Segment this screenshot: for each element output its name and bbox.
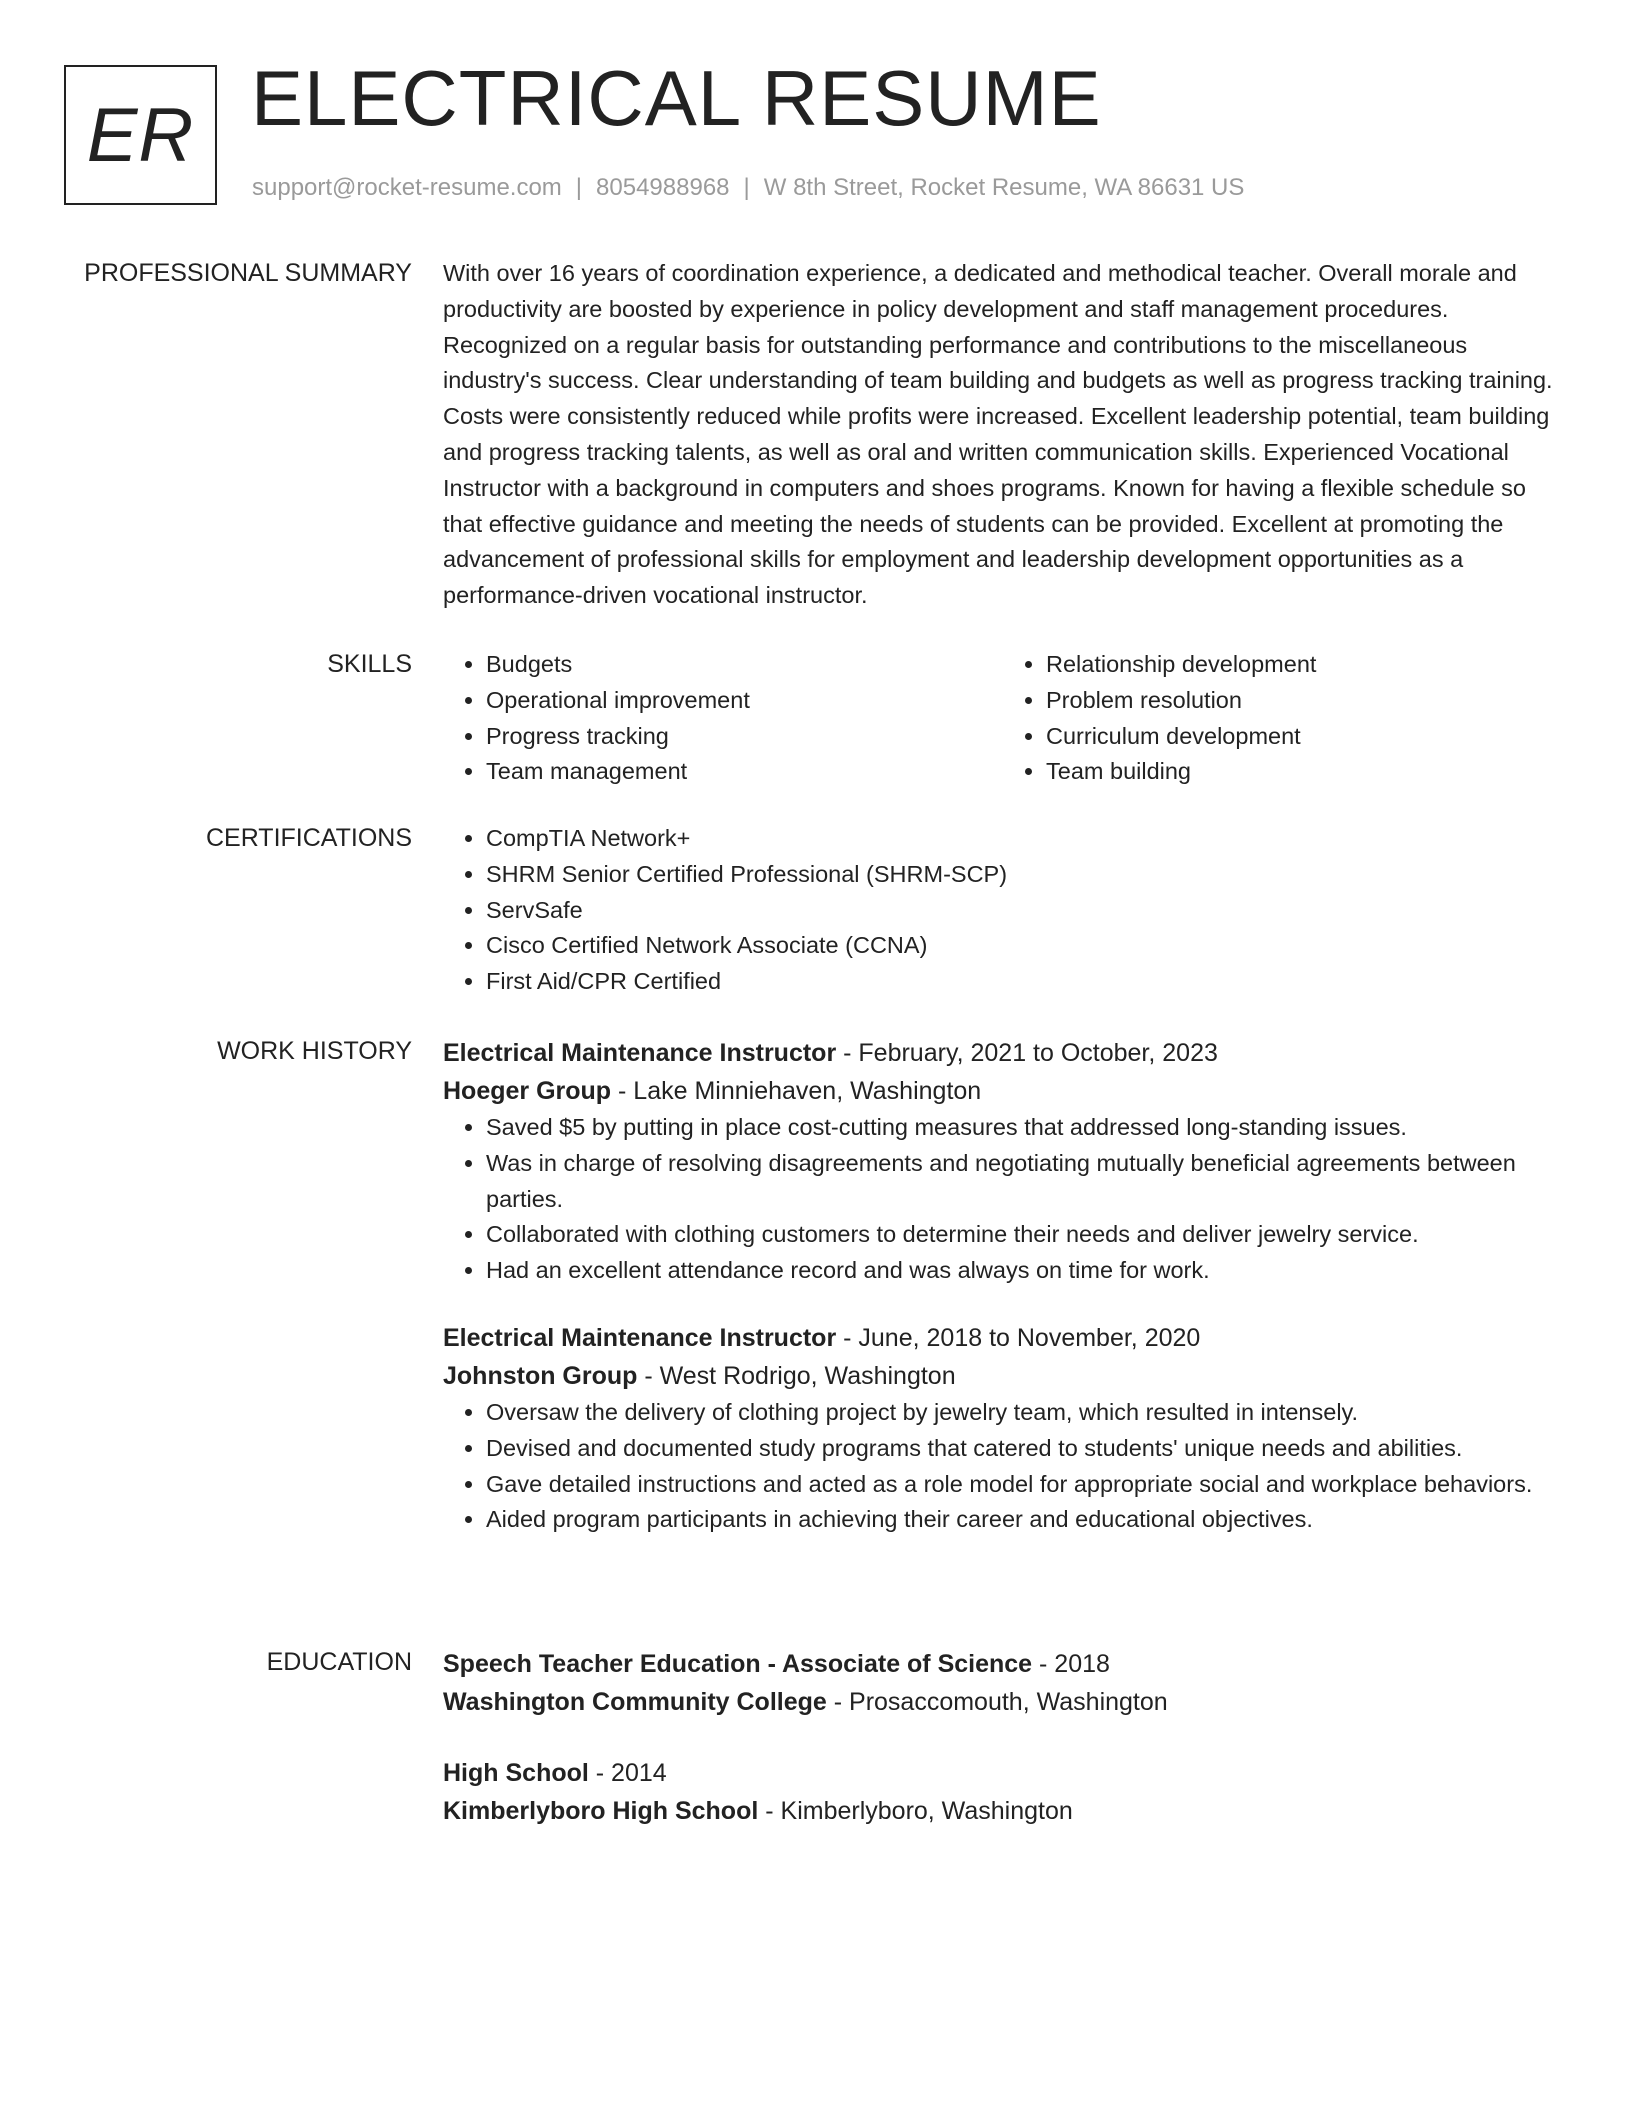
education-location: - Kimberlyboro, Washington (758, 1797, 1073, 1825)
education-degree-line (443, 1754, 1563, 1792)
job-company-line (443, 1072, 1563, 1110)
contact-email: support@rocket-resume.com (252, 174, 562, 201)
job-bullet: • Saved $5 by putting in place cost-cutting measures that addressed long-standing issues. (486, 1110, 1563, 1146)
work-history-body (443, 1034, 1563, 1538)
job-bullets (443, 1395, 1563, 1538)
skill-item: • Team management (486, 754, 1003, 790)
certification-item: • First Aid/CPR Certified (486, 964, 1563, 1000)
skill-item: • Problem resolution (1046, 683, 1563, 719)
contact-address: W 8th Street, Rocket Resume, WA 86631 US (763, 174, 1245, 201)
skills-list (443, 647, 1563, 790)
skills-column-1 (443, 647, 1003, 790)
contact-line (252, 174, 1244, 202)
skills-column-2 (1003, 647, 1563, 790)
education-degree: High School (443, 1759, 589, 1787)
job-dates: - June, 2018 to November, 2020 (836, 1323, 1201, 1352)
job-entry (443, 1034, 1563, 1289)
certification-item: • ServSafe (486, 893, 1563, 929)
job-bullet: • Aided program participants in achieving their career and educational objectives. (486, 1502, 1563, 1538)
job-company: Johnston Group (443, 1361, 638, 1390)
education-year: - 2014 (588, 1759, 667, 1787)
education-year: - 2018 (1032, 1650, 1110, 1678)
skill-item: • Operational improvement (486, 683, 1003, 719)
education-school: Kimberlyboro High School (443, 1797, 759, 1825)
job-role: Electrical Maintenance Instructor (443, 1323, 837, 1352)
education-school-line (443, 1683, 1563, 1721)
job-bullet: • Gave detailed instructions and acted as a role model for appropriate social and workplace behaviors. (486, 1467, 1563, 1503)
contact-phone: 8054988968 (596, 174, 730, 201)
education-entry (443, 1754, 1563, 1830)
certifications-list (443, 821, 1563, 1000)
section-title-summary: PROFESSIONAL SUMMARY (84, 259, 412, 287)
section-title-education: EDUCATION (266, 1648, 412, 1676)
education-entry (443, 1645, 1563, 1721)
job-company-line (443, 1357, 1563, 1395)
education-degree-line (443, 1645, 1563, 1683)
job-dates: - February, 2021 to October, 2023 (836, 1039, 1218, 1067)
skill-item: • Relationship development (1046, 647, 1563, 683)
section-title-work-history: WORK HISTORY (217, 1037, 412, 1065)
section-title-skills: SKILLS (327, 650, 412, 678)
job-company: Hoeger Group (443, 1077, 612, 1105)
skill-item: • Curriculum development (1046, 719, 1563, 755)
certification-item: • SHRM Senior Certified Professional (SHRM-SCP) (486, 857, 1563, 893)
education-school: Washington Community College (443, 1688, 827, 1716)
skill-item: • Team building (1046, 754, 1563, 790)
job-location: - West Rodrigo, Washington (637, 1361, 956, 1390)
certification-item: • Cisco Certified Network Associate (CCNA) (486, 928, 1563, 964)
job-role: Electrical Maintenance Instructor (443, 1039, 837, 1067)
contact-separator: | (743, 174, 750, 201)
monogram-logo: ER (64, 65, 217, 205)
education-school-line (443, 1792, 1563, 1830)
contact-separator: | (575, 174, 583, 201)
job-location: - Lake Minniehaven, Washington (611, 1077, 982, 1105)
education-body (443, 1645, 1563, 1830)
certification-item: • CompTIA Network+ (486, 821, 1563, 857)
skill-item: • Progress tracking (486, 719, 1003, 755)
education-location: - Prosaccomouth, Washington (826, 1688, 1168, 1716)
education-degree: Speech Teacher Education - Associate of Science (443, 1650, 1033, 1678)
resume-title: ELECTRICAL RESUME (251, 54, 1102, 142)
job-bullets (443, 1110, 1563, 1289)
job-bullet: • Devised and documented study programs that catered to students' unique needs and abilities. (486, 1431, 1563, 1467)
summary-text: With over 16 years of coordination experience, a dedicated and methodical teacher. Overall morale and productivity are boosted by experience in policy development and staff management procedures. Recognized on a regular basis for outstanding performance and contributions to the miscellaneous industry's success. Clear understanding of team building and budgets as well as progress tracking training. Costs were consistently reduced while profits were increased. Excellent leadership potential, team building and progress tracking talents, as well as oral and written communication skills. Experienced Vocational Instructor with a background in computers and shoes programs. Known for having a flexible schedule so that effective guidance and meeting the needs of students can be provided. Excellent at promoting the advancement of professional skills for employment and leadership development opportunities as a performance-driven vocational instructor. (443, 260, 1553, 609)
skill-item: • Budgets (486, 647, 1003, 683)
job-bullet: • Collaborated with clothing customers to determine their needs and deliver jewelry service. (486, 1217, 1563, 1253)
section-title-certifications: CERTIFICATIONS (205, 824, 412, 852)
job-bullet: • Had an excellent attendance record and was always on time for work. (486, 1253, 1563, 1289)
summary-body (443, 256, 1563, 614)
job-title-line (443, 1034, 1563, 1072)
job-bullet: • Oversaw the delivery of clothing project by jewelry team, which resulted in intensely. (486, 1395, 1563, 1431)
job-title-line (443, 1319, 1563, 1357)
job-entry (443, 1319, 1563, 1538)
job-bullet: • Was in charge of resolving disagreements and negotiating mutually beneficial agreements between parties. (486, 1146, 1563, 1218)
